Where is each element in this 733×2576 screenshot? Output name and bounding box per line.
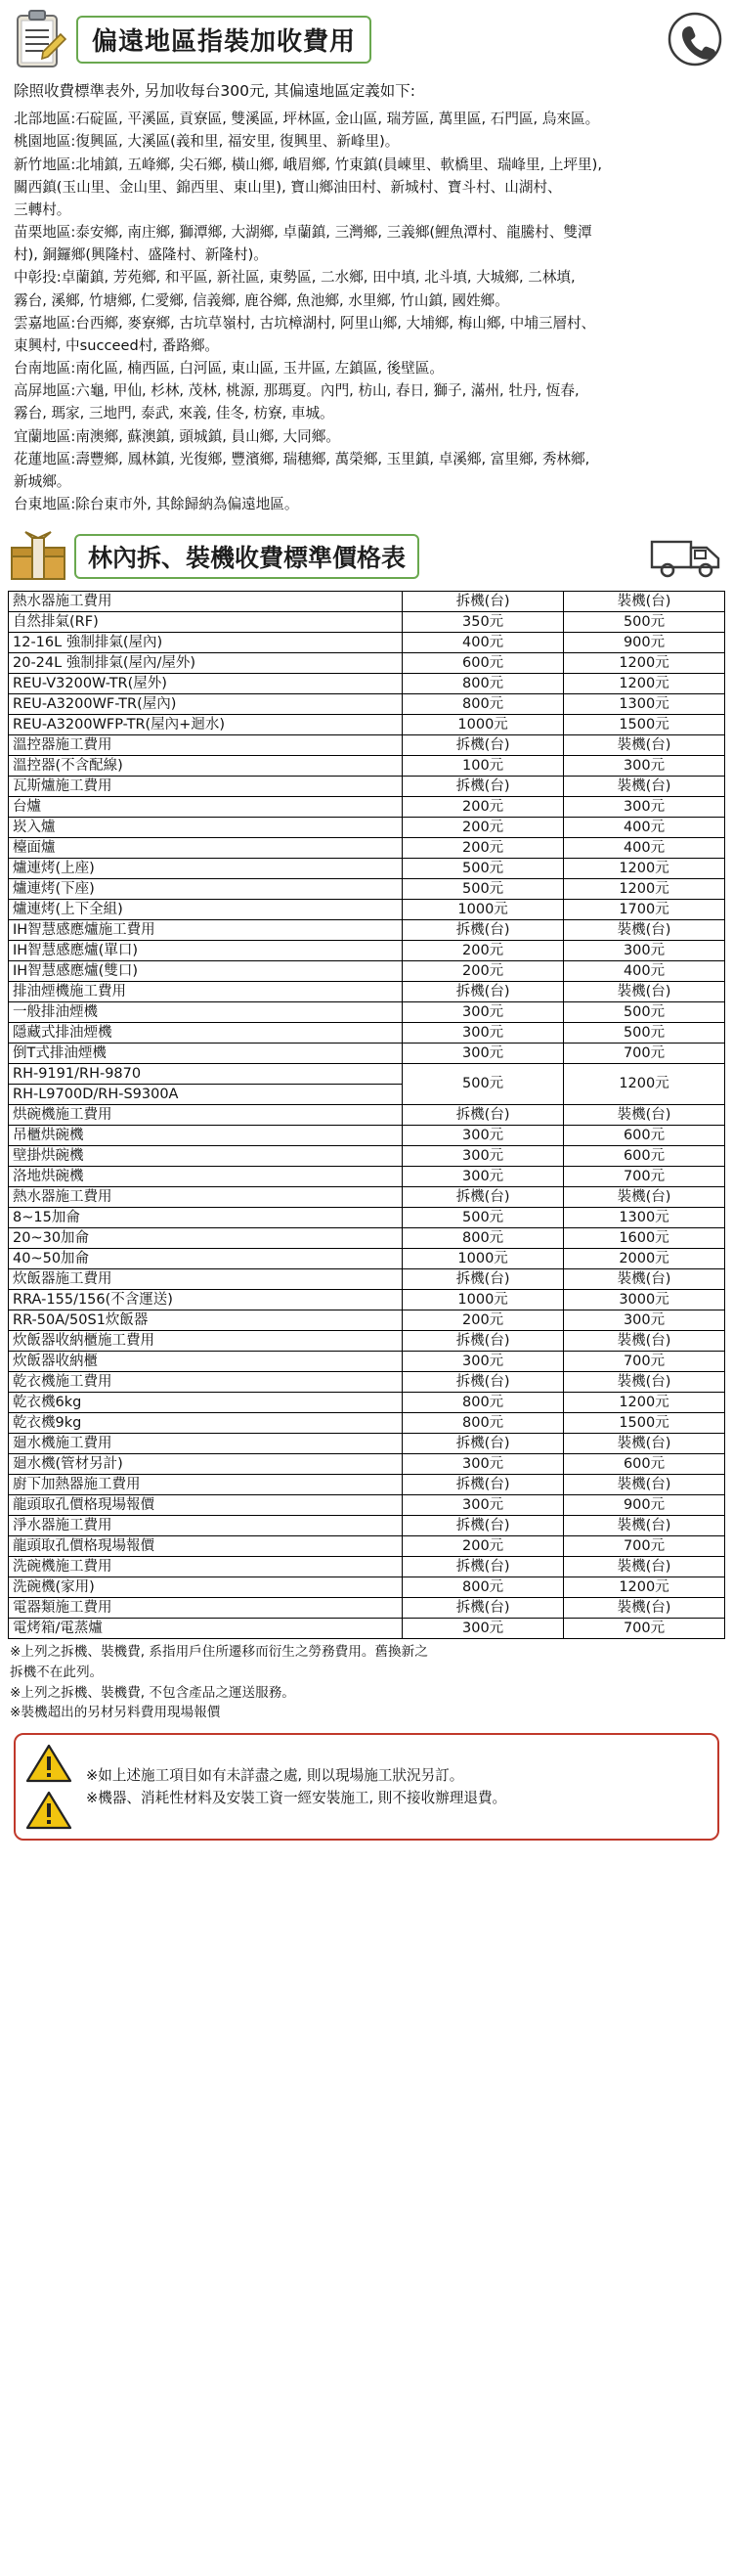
area-line: 台南地區:南化區, 楠西區, 白河區, 東山區, 玉井區, 左鎮區, 後壁區。	[14, 360, 445, 378]
row-installation: 900元	[564, 1495, 725, 1516]
row-installation: 1500元	[564, 715, 725, 735]
table-row	[9, 633, 725, 653]
row-installation: 600元	[564, 1126, 725, 1146]
remote-area-section	[0, 0, 733, 520]
row-disassembly: 200元	[403, 818, 564, 838]
row-disassembly: 300元	[403, 1619, 564, 1639]
package-box-icon	[8, 530, 68, 583]
table-row	[9, 1536, 725, 1557]
row-label: 烘碗機施工費用	[9, 1105, 403, 1126]
warning-box	[14, 1733, 719, 1841]
row-disassembly: 200元	[403, 961, 564, 982]
table-row	[9, 777, 725, 797]
table-row	[9, 1228, 725, 1249]
row-label: 廚下加熱器施工費用	[9, 1475, 403, 1495]
row-installation: 1200元	[564, 674, 725, 694]
row-label: 廻水機(管材另計)	[9, 1454, 403, 1475]
row-label: IH智慧感應爐(雙口)	[9, 961, 403, 982]
row-disassembly: 1000元	[403, 900, 564, 920]
area-line: 村), 銅鑼鄉(興隆村、盛隆村、新隆村)。	[14, 246, 268, 264]
row-disassembly: 300元	[403, 1126, 564, 1146]
table-row	[9, 900, 725, 920]
row-disassembly: 拆機(台)	[403, 1598, 564, 1619]
row-label: RH-L9700D/RH-S9300A	[9, 1085, 403, 1105]
row-installation: 裝機(台)	[564, 1331, 725, 1352]
table-row	[9, 1064, 725, 1085]
table-row	[9, 1044, 725, 1064]
row-installation: 裝機(台)	[564, 1269, 725, 1290]
area-line: 北部地區:石碇區, 平溪區, 貢寮區, 雙溪區, 坪林區, 金山區, 瑞芳區, 萬里區, 石門區, 烏來區。	[14, 111, 600, 128]
row-label: 爐連烤(上下全組)	[9, 900, 403, 920]
row-installation: 3000元	[564, 1290, 725, 1310]
table-row	[9, 1269, 725, 1290]
price-table-section	[0, 520, 733, 1639]
row-installation: 裝機(台)	[564, 735, 725, 756]
table-row	[9, 1352, 725, 1372]
row-label: 隱藏式排油煙機	[9, 1023, 403, 1044]
row-disassembly: 300元	[403, 1023, 564, 1044]
row-installation: 300元	[564, 797, 725, 818]
warning-triangle-icon	[25, 1790, 72, 1831]
table-row	[9, 879, 725, 900]
table-row	[9, 1516, 725, 1536]
table-row	[9, 1208, 725, 1228]
row-disassembly: 350元	[403, 612, 564, 633]
row-label: 崁入爐	[9, 818, 403, 838]
warning-text	[86, 1764, 506, 1810]
table-row	[9, 694, 725, 715]
row-installation: 裝機(台)	[564, 920, 725, 941]
price-table-title-box	[74, 534, 419, 579]
row-installation: 1700元	[564, 900, 725, 920]
row-label: 壁掛烘碗機	[9, 1146, 403, 1167]
row-disassembly: 800元	[403, 1413, 564, 1434]
table-row	[9, 1393, 725, 1413]
row-label: 倒T式排油煙機	[9, 1044, 403, 1064]
area-line: 新城鄉。	[14, 473, 71, 490]
row-disassembly: 拆機(台)	[403, 1331, 564, 1352]
note-line: ※上列之拆機、裝機費, 系指用戶住所遷移而衍生之勞務費用。舊換新之	[10, 1644, 428, 1661]
row-disassembly: 拆機(台)	[403, 1557, 564, 1577]
table-row	[9, 982, 725, 1002]
table-row	[9, 1290, 725, 1310]
row-installation: 裝機(台)	[564, 1557, 725, 1577]
area-line: 雲嘉地區:台西鄉, 麥寮鄉, 古坑草嶺村, 古坑樟湖村, 阿里山鄉, 大埔鄉, 梅山鄉, 中埔三層村、	[14, 314, 596, 332]
price-table	[8, 591, 725, 1639]
row-label: 爐連烤(下座)	[9, 879, 403, 900]
row-disassembly: 拆機(台)	[403, 1269, 564, 1290]
area-line: 苗栗地區:泰安鄉, 南庄鄉, 獅潭鄉, 大湖鄉, 卓蘭鎮, 三灣鄉, 三義鄉(鯉魚潭村、龍騰村、雙潭	[14, 224, 592, 242]
area-line: 東興村, 中succeed村, 番路鄉。	[14, 336, 220, 354]
row-label: 炊飯器收納櫃施工費用	[9, 1331, 403, 1352]
row-installation: 裝機(台)	[564, 1598, 725, 1619]
row-disassembly: 300元	[403, 1002, 564, 1023]
table-row	[9, 1577, 725, 1598]
row-installation: 300元	[564, 756, 725, 777]
remote-area-title-box	[76, 16, 371, 64]
row-label: 20~30加侖	[9, 1228, 403, 1249]
row-installation: 裝機(台)	[564, 592, 725, 612]
row-label: REU-A3200WF-TR(屋內)	[9, 694, 403, 715]
price-table-body	[9, 592, 725, 1639]
row-disassembly: 200元	[403, 1536, 564, 1557]
row-installation: 600元	[564, 1454, 725, 1475]
row-installation: 裝機(台)	[564, 1187, 725, 1208]
row-disassembly: 1000元	[403, 1249, 564, 1269]
row-label: RR-50A/50S1炊飯器	[9, 1310, 403, 1331]
table-row	[9, 1310, 725, 1331]
table-row	[9, 1495, 725, 1516]
row-installation: 900元	[564, 633, 725, 653]
row-label: 溫控器施工費用	[9, 735, 403, 756]
row-label: IH智慧感應爐(單口)	[9, 941, 403, 961]
row-label: 乾衣機6kg	[9, 1393, 403, 1413]
warning-line: ※如上述施工項目如有未詳盡之處, 則以現場施工狀況另訂。	[86, 1766, 464, 1784]
row-installation: 400元	[564, 818, 725, 838]
row-installation: 1300元	[564, 1208, 725, 1228]
table-row	[9, 715, 725, 735]
price-table-header	[8, 526, 725, 587]
row-installation: 700元	[564, 1352, 725, 1372]
row-disassembly: 拆機(台)	[403, 1475, 564, 1495]
delivery-truck-icon	[649, 532, 725, 581]
row-disassembly: 800元	[403, 1393, 564, 1413]
row-installation: 1200元	[564, 859, 725, 879]
row-label: 溫控器(不含配線)	[9, 756, 403, 777]
row-installation: 裝機(台)	[564, 1105, 725, 1126]
row-label: 電器類施工費用	[9, 1598, 403, 1619]
row-label: 廻水機施工費用	[9, 1434, 403, 1454]
row-disassembly: 800元	[403, 694, 564, 715]
row-label: 40~50加侖	[9, 1249, 403, 1269]
row-disassembly: 500元	[403, 879, 564, 900]
area-line: 台東地區:除台東市外, 其餘歸納為偏遠地區。	[14, 496, 299, 513]
note-line: 拆機不在此列。	[10, 1665, 104, 1681]
row-installation: 500元	[564, 612, 725, 633]
row-disassembly: 400元	[403, 633, 564, 653]
table-row	[9, 859, 725, 879]
table-row	[9, 1331, 725, 1352]
clipboard-icon	[10, 9, 68, 69]
row-installation: 700元	[564, 1167, 725, 1187]
row-label: REU-V3200W-TR(屋外)	[9, 674, 403, 694]
row-installation: 500元	[564, 1023, 725, 1044]
table-row	[9, 1372, 725, 1393]
row-installation: 500元	[564, 1002, 725, 1023]
row-disassembly: 100元	[403, 756, 564, 777]
warning-icon-group	[25, 1743, 76, 1831]
row-installation: 1200元	[564, 1577, 725, 1598]
table-row	[9, 1023, 725, 1044]
table-row	[9, 1598, 725, 1619]
row-disassembly: 1000元	[403, 1290, 564, 1310]
row-disassembly: 600元	[403, 653, 564, 674]
row-disassembly: 300元	[403, 1495, 564, 1516]
table-row	[9, 818, 725, 838]
row-label: 炊飯器施工費用	[9, 1269, 403, 1290]
row-disassembly: 拆機(台)	[403, 920, 564, 941]
row-label: 一般排油煙機	[9, 1002, 403, 1023]
remote-area-title: 偏遠地區指裝加收費用	[92, 26, 357, 57]
row-disassembly: 拆機(台)	[403, 592, 564, 612]
table-row	[9, 1187, 725, 1208]
row-disassembly: 500元	[403, 1208, 564, 1228]
table-row	[9, 1002, 725, 1023]
row-installation: 裝機(台)	[564, 1516, 725, 1536]
table-row	[9, 797, 725, 818]
remote-area-header	[10, 8, 723, 70]
row-disassembly: 拆機(台)	[403, 735, 564, 756]
row-label: 檯面爐	[9, 838, 403, 859]
row-installation: 1200元	[564, 653, 725, 674]
row-installation: 600元	[564, 1146, 725, 1167]
row-installation: 1200元	[564, 1393, 725, 1413]
table-row	[9, 838, 725, 859]
row-disassembly: 拆機(台)	[403, 1187, 564, 1208]
row-disassembly: 800元	[403, 1228, 564, 1249]
row-label: 淨水器施工費用	[9, 1516, 403, 1536]
row-disassembly: 拆機(台)	[403, 777, 564, 797]
row-disassembly: 200元	[403, 1310, 564, 1331]
row-label: 洛地烘碗機	[9, 1167, 403, 1187]
remote-area-lead: 除照收費標準表外, 另加收每台300元, 其偏遠地區定義如下:	[14, 82, 416, 100]
row-installation: 700元	[564, 1536, 725, 1557]
row-disassembly: 500元	[403, 859, 564, 879]
row-disassembly: 拆機(台)	[403, 982, 564, 1002]
row-disassembly: 200元	[403, 838, 564, 859]
area-line: 霧台, 瑪家, 三地門, 泰武, 來義, 佳冬, 枋寮, 車城。	[14, 405, 334, 422]
note-line: ※裝機超出的另材另料費用現場報價	[10, 1705, 221, 1721]
row-label: 龍頭取孔價格現場報價	[9, 1495, 403, 1516]
table-row	[9, 653, 725, 674]
row-label: 龍頭取孔價格現場報價	[9, 1536, 403, 1557]
notes-section	[0, 1639, 733, 1723]
row-label: 洗碗機(家用)	[9, 1577, 403, 1598]
row-label: 排油煙機施工費用	[9, 982, 403, 1002]
warning-line: ※機器、消耗性材料及安裝工資一經安裝施工, 則不接收辦理退費。	[86, 1790, 507, 1807]
row-label: RRA-155/156(不含運送)	[9, 1290, 403, 1310]
row-label: 吊櫃烘碗機	[9, 1126, 403, 1146]
remote-area-body	[10, 70, 723, 515]
row-installation: 400元	[564, 961, 725, 982]
table-row	[9, 941, 725, 961]
row-disassembly: 拆機(台)	[403, 1105, 564, 1126]
row-disassembly: 300元	[403, 1454, 564, 1475]
row-label: 熱水器施工費用	[9, 592, 403, 612]
row-disassembly: 500元	[403, 1064, 564, 1105]
row-installation: 裝機(台)	[564, 1475, 725, 1495]
table-row	[9, 735, 725, 756]
table-row	[9, 1557, 725, 1577]
table-row	[9, 961, 725, 982]
note-line: ※上列之拆機、裝機費, 不包含產品之運送服務。	[10, 1684, 295, 1701]
row-installation: 裝機(台)	[564, 1434, 725, 1454]
table-row	[9, 1454, 725, 1475]
row-label: 台爐	[9, 797, 403, 818]
row-installation: 400元	[564, 838, 725, 859]
row-disassembly: 拆機(台)	[403, 1434, 564, 1454]
table-row	[9, 756, 725, 777]
row-label: 8~15加侖	[9, 1208, 403, 1228]
row-label: 乾衣機施工費用	[9, 1372, 403, 1393]
row-installation: 300元	[564, 941, 725, 961]
area-line: 霧台, 溪鄉, 竹塘鄉, 仁愛鄉, 信義鄉, 鹿谷鄉, 魚池鄉, 水里鄉, 竹山鎮, 國姓鄉。	[14, 291, 509, 309]
row-label: IH智慧感應爐施工費用	[9, 920, 403, 941]
row-label: 熱水器施工費用	[9, 1187, 403, 1208]
table-row	[9, 920, 725, 941]
row-disassembly: 300元	[403, 1352, 564, 1372]
row-disassembly: 800元	[403, 674, 564, 694]
area-line: 關西鎮(玉山里、金山里、錦西里、東山里), 寶山鄉油田村、新城村、寶斗村、山湖村、	[14, 178, 562, 196]
row-installation: 700元	[564, 1619, 725, 1639]
row-installation: 2000元	[564, 1249, 725, 1269]
row-label: 爐連烤(上座)	[9, 859, 403, 879]
row-disassembly: 300元	[403, 1167, 564, 1187]
row-label: 自然排氣(RF)	[9, 612, 403, 633]
table-row	[9, 1475, 725, 1495]
row-disassembly: 300元	[403, 1044, 564, 1064]
row-label: 12-16L 強制排氣(屋內)	[9, 633, 403, 653]
row-label: 20-24L 強制排氣(屋內/屋外)	[9, 653, 403, 674]
table-row	[9, 1126, 725, 1146]
row-label: 瓦斯爐施工費用	[9, 777, 403, 797]
table-row	[9, 592, 725, 612]
row-label: RH-9191/RH-9870	[9, 1064, 403, 1085]
price-table-title: 林內拆、裝機收費標準價格表	[88, 544, 407, 573]
row-label: 乾衣機9kg	[9, 1413, 403, 1434]
row-installation: 1500元	[564, 1413, 725, 1434]
row-installation: 裝機(台)	[564, 982, 725, 1002]
row-disassembly: 1000元	[403, 715, 564, 735]
area-line: 高屏地區:六龜, 甲仙, 杉林, 茂林, 桃源, 那瑪夏。內門, 枋山, 春日, 獅子, 滿州, 牡丹, 恆春,	[14, 382, 580, 400]
row-installation: 1200元	[564, 879, 725, 900]
row-installation: 1600元	[564, 1228, 725, 1249]
row-installation: 1200元	[564, 1064, 725, 1105]
table-row	[9, 1146, 725, 1167]
table-row	[9, 1619, 725, 1639]
area-line: 新竹地區:北埔鎮, 五峰鄉, 尖石鄉, 橫山鄉, 峨眉鄉, 竹東鎮(員崠里、軟橋里、瑞峰里, 上坪里),	[14, 155, 602, 173]
area-line: 花蓮地區:壽豐鄉, 鳳林鎮, 光復鄉, 豐濱鄉, 瑞穗鄉, 萬榮鄉, 玉里鎮, 卓溪鄉, 富里鄉, 秀林鄉,	[14, 450, 590, 467]
area-line: 宜蘭地區:南澳鄉, 蘇澳鎮, 頭城鎮, 員山鄉, 大同鄉。	[14, 427, 340, 445]
phone-icon	[667, 11, 723, 67]
warning-triangle-icon	[25, 1743, 72, 1784]
row-label: REU-A3200WFP-TR(屋內+迴水)	[9, 715, 403, 735]
row-disassembly: 800元	[403, 1577, 564, 1598]
table-row	[9, 612, 725, 633]
row-disassembly: 拆機(台)	[403, 1372, 564, 1393]
row-installation: 裝機(台)	[564, 777, 725, 797]
row-disassembly: 200元	[403, 797, 564, 818]
row-label: 電烤箱/電蒸爐	[9, 1619, 403, 1639]
row-disassembly: 300元	[403, 1146, 564, 1167]
row-label: 炊飯器收納櫃	[9, 1352, 403, 1372]
table-row	[9, 1105, 725, 1126]
row-installation: 1300元	[564, 694, 725, 715]
table-row	[9, 1434, 725, 1454]
table-row	[9, 1413, 725, 1434]
table-row	[9, 674, 725, 694]
row-installation: 裝機(台)	[564, 1372, 725, 1393]
row-disassembly: 200元	[403, 941, 564, 961]
row-label: 洗碗機施工費用	[9, 1557, 403, 1577]
row-installation: 300元	[564, 1310, 725, 1331]
area-line: 中彰投:卓蘭鎮, 芳苑鄉, 和平區, 新社區, 東勢區, 二水鄉, 田中填, 北斗填, 大城鄉, 二林填,	[14, 269, 576, 287]
row-disassembly: 拆機(台)	[403, 1516, 564, 1536]
table-row	[9, 1249, 725, 1269]
row-installation: 700元	[564, 1044, 725, 1064]
area-line: 桃園地區:復興區, 大溪區(義和里, 福安里, 復興里、新峰里)。	[14, 133, 400, 151]
table-row	[9, 1167, 725, 1187]
area-line: 三轉村。	[14, 200, 71, 218]
